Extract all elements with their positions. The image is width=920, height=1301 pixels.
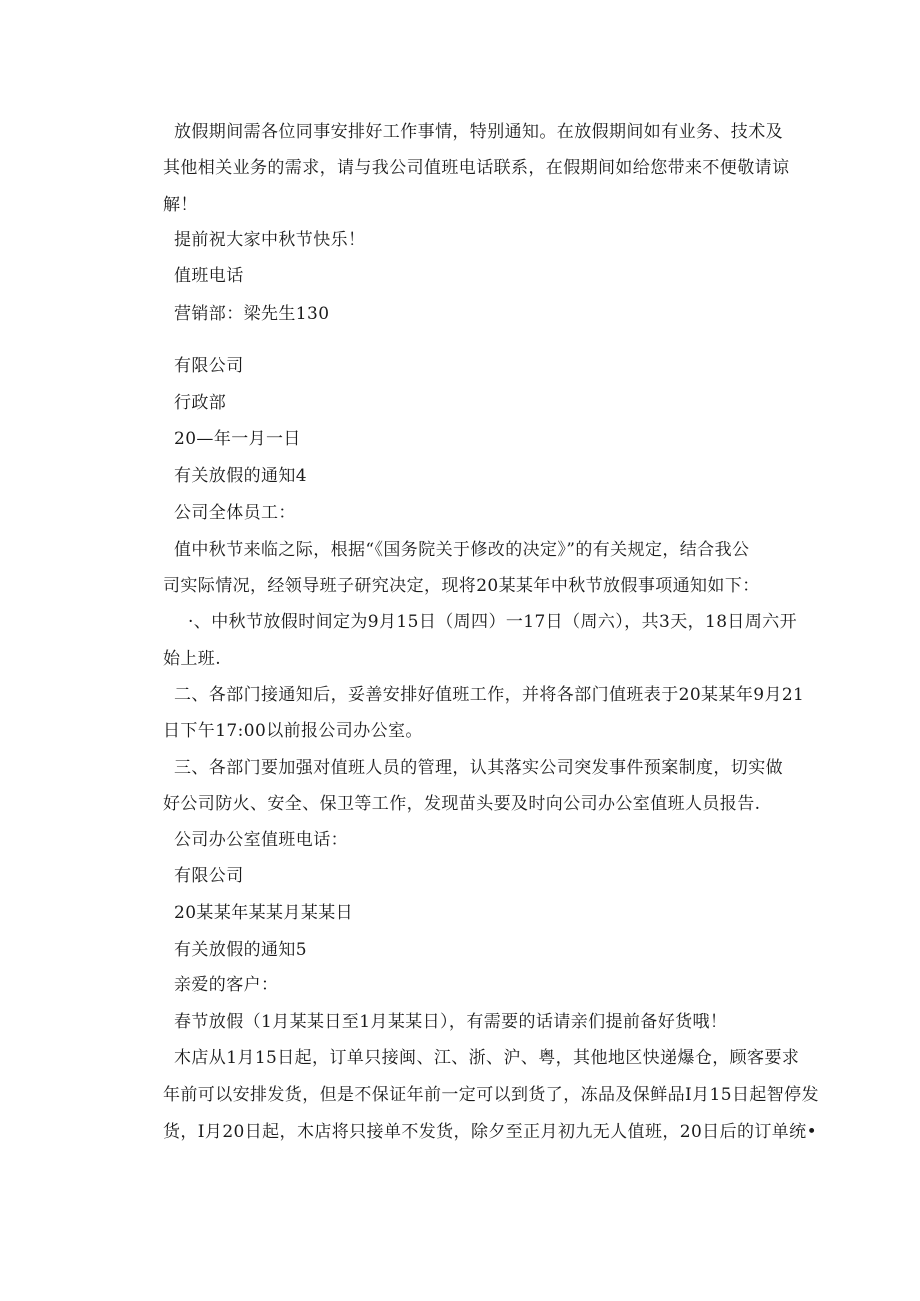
notice-4-title: 有关放假的通知4	[174, 466, 308, 486]
notice-5-recipient: 亲爱的客户：	[174, 975, 279, 995]
marketing-contact: 营销部：梁先生130	[174, 304, 330, 324]
office-duty-phone: 公司办公室值班电话：	[174, 830, 348, 850]
notice-5-title: 有关放假的通知5	[174, 940, 308, 960]
notice-5-body-line-2: 年前可以安排发货，但是不保证年前一定可以到货了，冻品及保鲜品I月15日起智停发	[163, 1085, 819, 1105]
paragraph-1-line-3: 解！	[163, 195, 198, 215]
notice-4-recipient: 公司全体员工：	[174, 503, 296, 523]
notice-5-holiday: 春节放假（1月某某日至1月某某日），有需要的话请亲们提前备好货哦！	[174, 1012, 728, 1032]
greeting: 提前祝大家中秋节快乐！	[174, 230, 366, 250]
notice-4-item-3-line-2: 好公司防火、安全、保卫等工作，发现苗头要及时向公司办公室值班人员报告.	[163, 794, 761, 814]
company-name-2: 有限公司	[174, 866, 244, 886]
notice-4-item-1-line-1: ·、中秋节放假时间定为9月15日（周四）一17日（周六），共3天，18日周六开	[188, 612, 798, 632]
department-name: 行政部	[174, 393, 227, 413]
notice-4-intro-line-1: 值中秋节来临之际，根据“《国务院关于修改的决定》”的有关规定，结合我公	[174, 540, 750, 560]
notice-4-item-2-line-1: 二、各部门接通知后，妥善安排好值班工作，并将各部门值班表于20某某年9月21	[174, 685, 805, 705]
notice-4-intro-line-2: 司实际情况，经领导班子研究决定，现将20某某年中秋节放假事项通知如下：	[163, 576, 760, 596]
paragraph-1-line-1: 放假期间需各位同事安排好工作事情，特别通知。在放假期间如有业务、技术及	[174, 122, 783, 142]
paragraph-1-line-2: 其他相关业务的需求，请与我公司值班电话联系，在假期间如给您带来不便敬请谅	[163, 158, 790, 178]
notice-4-item-3-line-1: 三、各部门要加强对值班人员的管理，认其落实公司突发事件预案制度，切实做	[174, 758, 783, 778]
company-name: 有限公司	[174, 356, 244, 376]
notice-4-item-2-line-2: 日下午17:00以前报公司办公室。	[163, 721, 423, 741]
notice-date-2: 20某某年某某月某某日	[174, 903, 354, 923]
notice-5-body-line-1: 木店从1月15日起，订单只接闽、江、浙、沪、粤，其他地区快递爆仓，顾客要求	[174, 1048, 800, 1068]
notice-4-item-1-line-2: 始上班.	[163, 649, 222, 669]
notice-date: 20—年一月一日	[174, 429, 301, 449]
duty-phone-label: 值班电话	[174, 266, 244, 286]
notice-5-body-line-3: 货，I月20日起，木店将只接单不发货，除夕至正月初九无人值班，20日后的订单统•	[163, 1122, 818, 1142]
